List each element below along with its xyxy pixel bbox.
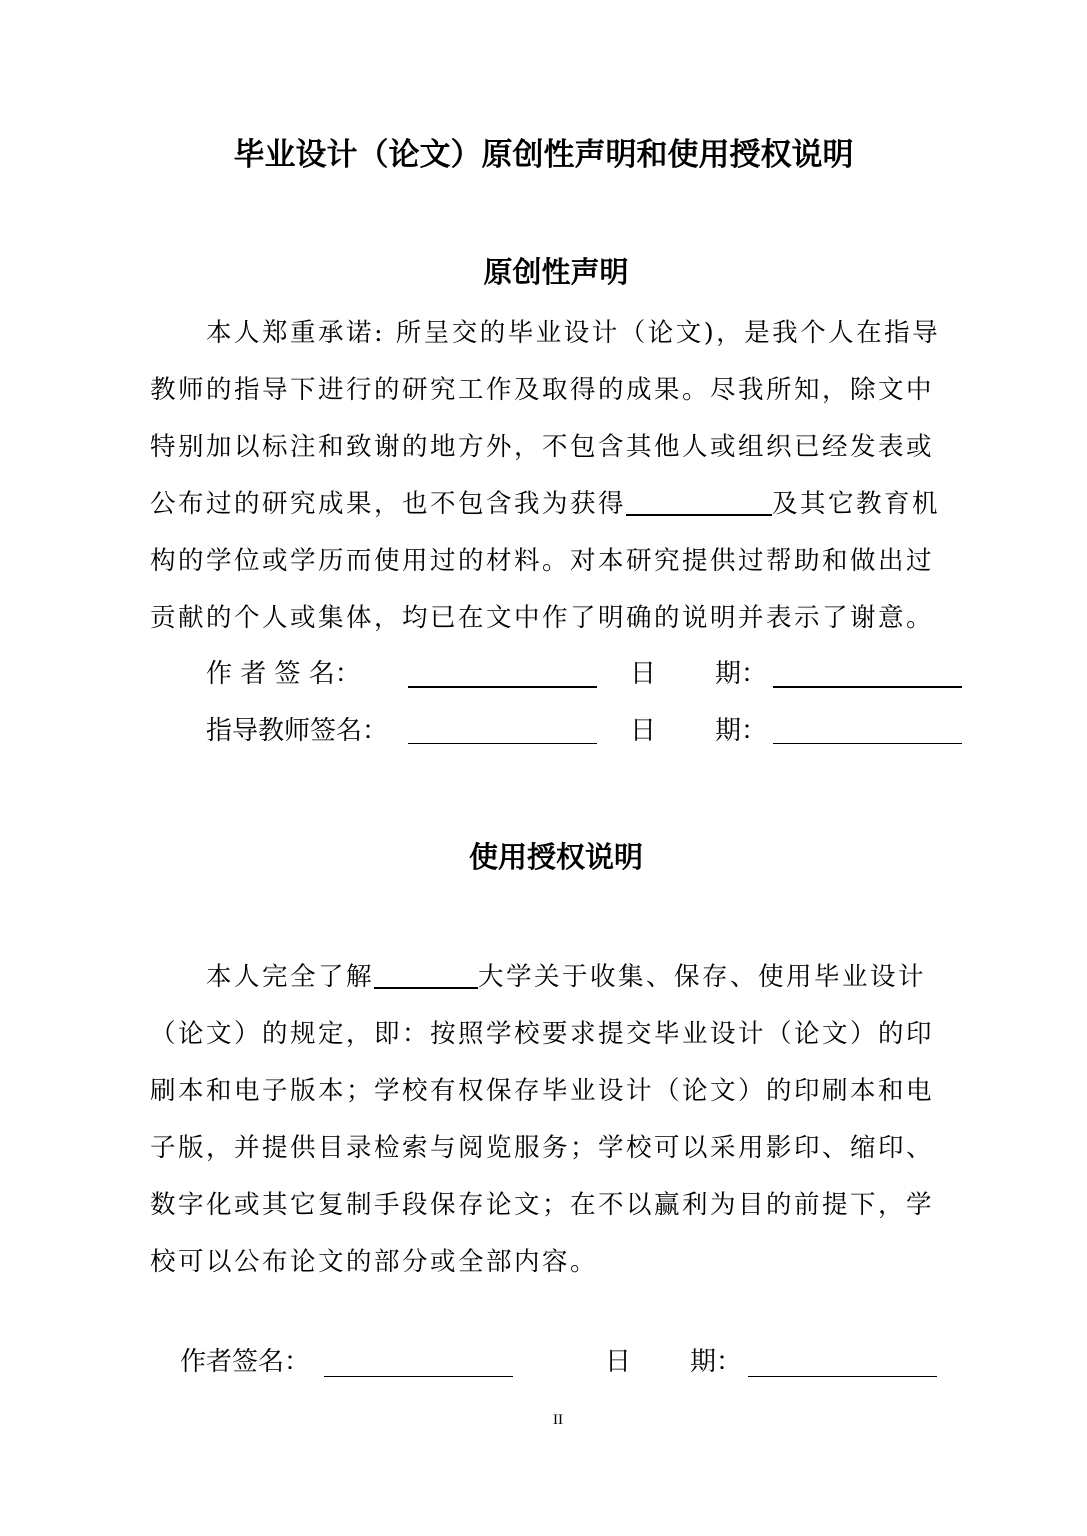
date-label-char: 日 (630, 716, 657, 746)
university-blank (374, 959, 478, 989)
degree-blank (626, 486, 772, 516)
authorization-text: 本人完全了解 (206, 962, 375, 992)
authorization-heading: 使用授权说明 (468, 840, 643, 874)
author-date-line (748, 1376, 937, 1377)
author-sign-label: 作者签名： (180, 1347, 311, 1377)
authorization-line: 子版，并提供目录检索与阅览服务；学校可以采用影印、缩印、 (150, 1133, 935, 1163)
authorization-line: 校可以公布论文的部分或全部内容。 (150, 1247, 599, 1277)
document-title: 毕业设计（论文）原创性声明和使用授权说明 (233, 137, 854, 173)
statement-line: 贡献的个人或集体，均已在文中作了明确的说明并表示了谢意。 (150, 603, 935, 633)
statement-text: 公布过的研究成果，也不包含我为获得 (150, 489, 627, 519)
authorization-text: 大学关于收集、保存、使用毕业设计 (478, 962, 927, 992)
advisor-sign-label: 指导教师签名： (206, 716, 389, 746)
authorization-line: 刷本和电子版本；学校有权保存毕业设计（论文）的印刷本和电 (150, 1076, 935, 1106)
statement-line: 教师的指导下进行的研究工作及取得的成果。尽我所知，除文中 (150, 375, 935, 405)
authorization-line: （论文）的规定，即：按照学校要求提交毕业设计（论文）的印 (150, 1019, 935, 1049)
author-sign-line (324, 1376, 513, 1377)
authorization-line: 数字化或其它复制手段保存论文；在不以赢利为目的前提下，学 (150, 1190, 935, 1220)
statement-text: 及其它教育机 (772, 489, 941, 519)
authorization-line-with-blank (206, 957, 926, 997)
date-label: 期： (715, 716, 768, 746)
author-sign-line (408, 686, 597, 688)
advisor-date-line (773, 743, 962, 744)
page-number: II (553, 1412, 563, 1428)
statement-line-with-blank (150, 484, 940, 524)
date-label: 期： (690, 1347, 743, 1377)
author-date-line (773, 686, 962, 688)
date-label-char: 日 (605, 1347, 632, 1377)
statement-line: 特别加以标注和致谢的地方外，不包含其他人或组织已经发表或 (150, 432, 935, 462)
date-label-char: 日 (630, 659, 657, 689)
statement-line: 本人郑重承诺: 所呈交的毕业设计（论文)，是我个人在指导 (206, 318, 941, 348)
advisor-sign-line (408, 743, 597, 744)
date-label: 期： (715, 659, 768, 689)
author-sign-label: 作 者 签 名： (206, 659, 361, 689)
originality-heading: 原创性声明 (483, 255, 629, 289)
statement-line: 构的学位或学历而使用过的材料。对本研究提供过帮助和做出过 (150, 546, 935, 576)
